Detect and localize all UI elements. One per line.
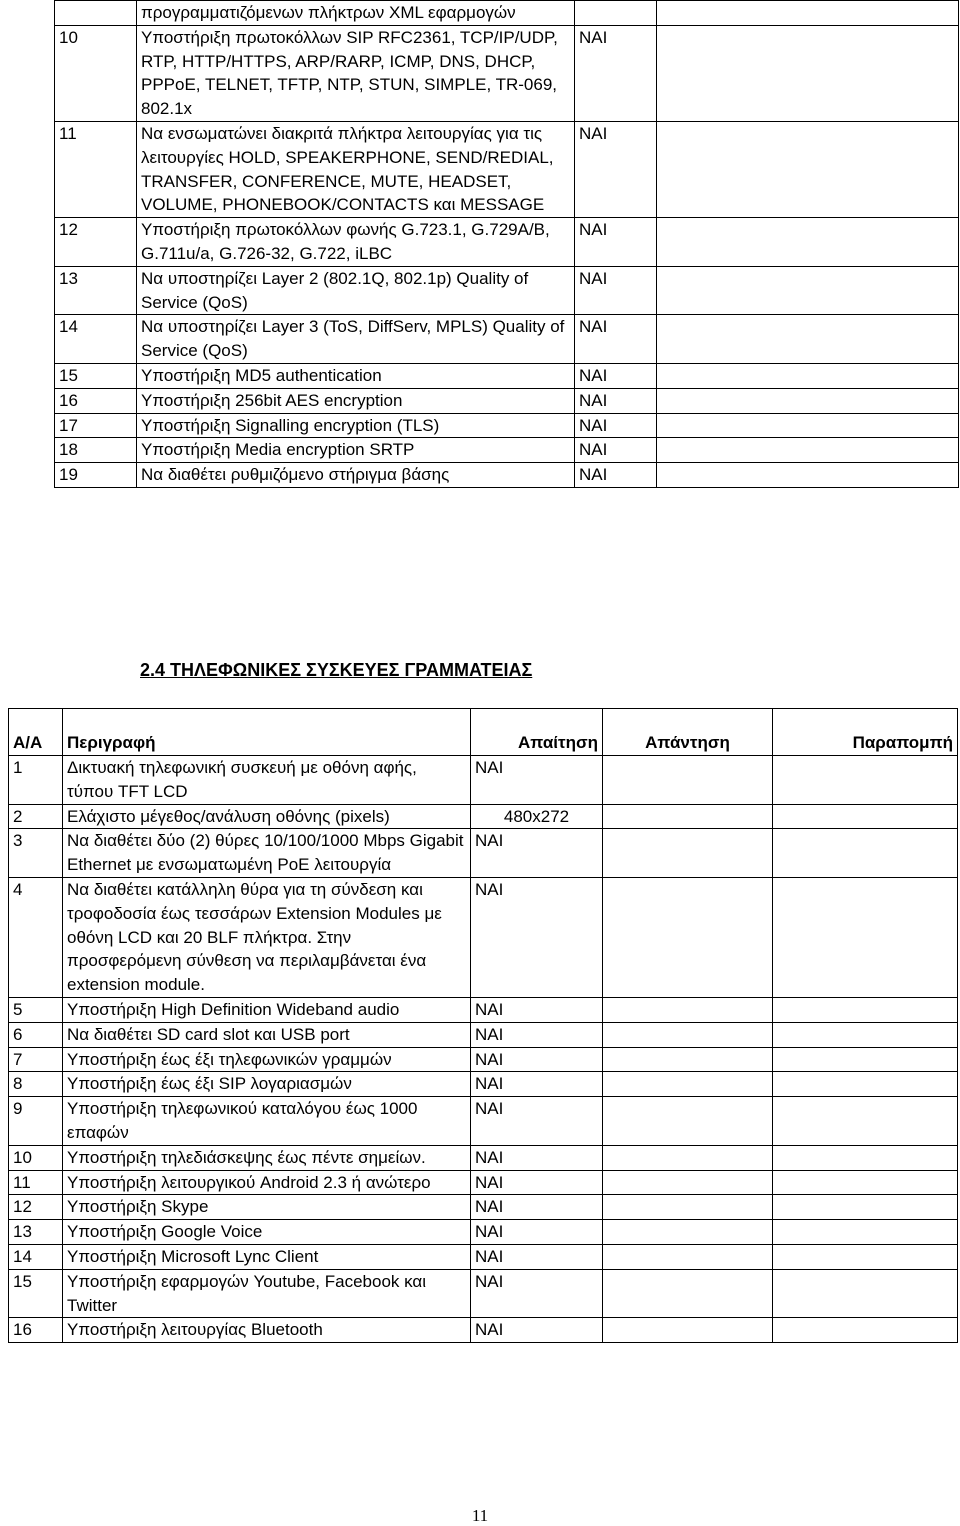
table-row: [55, 463, 959, 488]
table-row: [9, 756, 958, 805]
row-number: 9: [9, 1097, 63, 1146]
header-answer: Απάντηση: [603, 709, 773, 756]
row-requirement: 480x272: [471, 804, 603, 829]
row-extra: [657, 413, 959, 438]
row-description: Υποστήριξη Skype: [63, 1195, 471, 1220]
row-answer: [603, 1072, 773, 1097]
row-number: 18: [55, 438, 137, 463]
row-number: 4: [9, 877, 63, 997]
row-description: Υποστήριξη τηλεδιάσκεψης έως πέντε σημείων.: [63, 1145, 471, 1170]
table-row: [9, 877, 958, 997]
row-answer: ΝΑΙ: [575, 438, 657, 463]
row-description: Να διαθέτει δύο (2) θύρες 10/100/1000 Mbps Gigabit Ethernet με ενσωματωμένη PoE λειτουργία: [63, 829, 471, 878]
row-description: προγραμματιζόμενων πλήκτρων XML εφαρμογών: [137, 1, 575, 26]
row-reference: [773, 1145, 958, 1170]
row-number: 10: [55, 25, 137, 121]
table-row: [55, 388, 959, 413]
row-extra: [657, 363, 959, 388]
row-number: 19: [55, 463, 137, 488]
row-number: 2: [9, 804, 63, 829]
row-requirement: ΝΑΙ: [471, 1269, 603, 1318]
row-description: Υποστήριξη πρωτοκόλλων SIP RFC2361, TCP/IP/UDP, RTP, HTTP/HTTPS, ARP/RARP, ICMP, DNS, DHCP, PPPoE, TELNET, TFTP, NTP, STUN, SIMPLE, TR-069, 802.1x: [137, 25, 575, 121]
row-description: Υποστήριξη 256bit AES encryption: [137, 388, 575, 413]
row-number: 1: [9, 756, 63, 805]
header-requirement: Απαίτηση: [471, 709, 603, 756]
table-row: [55, 25, 959, 121]
row-description: Ελάχιστο μέγεθος/ανάλυση οθόνης (pixels): [63, 804, 471, 829]
row-answer: [603, 1047, 773, 1072]
row-answer: ΝΑΙ: [575, 388, 657, 413]
row-requirement: ΝΑΙ: [471, 829, 603, 878]
row-number: 11: [55, 121, 137, 217]
row-description: Υποστήριξη Microsoft Lync Client: [63, 1244, 471, 1269]
row-reference: [773, 877, 958, 997]
row-answer: ΝΑΙ: [575, 218, 657, 267]
row-answer: [603, 1022, 773, 1047]
row-number: 12: [9, 1195, 63, 1220]
row-requirement: ΝΑΙ: [471, 997, 603, 1022]
row-answer: ΝΑΙ: [575, 413, 657, 438]
row-description: Υποστήριξη MD5 authentication: [137, 363, 575, 388]
row-description: Να διαθέτει ρυθμιζόμενο στήριγμα βάσης: [137, 463, 575, 488]
row-requirement: ΝΑΙ: [471, 1145, 603, 1170]
row-extra: [657, 1, 959, 26]
page-number: 11: [471, 1506, 489, 1525]
row-extra: [657, 438, 959, 463]
row-requirement: ΝΑΙ: [471, 1047, 603, 1072]
row-number: 14: [55, 315, 137, 364]
row-requirement: ΝΑΙ: [471, 1072, 603, 1097]
row-answer: [603, 1244, 773, 1269]
row-number: 5: [9, 997, 63, 1022]
row-description: Υποστήριξη Signalling encryption (TLS): [137, 413, 575, 438]
row-reference: [773, 756, 958, 805]
row-reference: [773, 1072, 958, 1097]
table-row: [55, 315, 959, 364]
table-row: [9, 1220, 958, 1245]
row-description: Να διαθέτει κατάλληλη θύρα για τη σύνδεση και τροφοδοσία έως τεσσάρων Extension Modules με οθόνη LCD και 20 BLF πλήκτρα. Στην προσφερόμενη σύνθεση να περιλαμβάνεται ένα extension module.: [63, 877, 471, 997]
section-title: 2.4 ΤΗΛΕΦΩΝΙΚΕΣ ΣΥΣΚΕΥΕΣ ΓΡΑΜΜΑΤΕΙΑΣ: [140, 660, 533, 680]
row-reference: [773, 1244, 958, 1269]
row-description: Υποστήριξη λειτουργικού Android 2.3 ή ανώτερο: [63, 1170, 471, 1195]
row-description: Να υποστηρίζει Layer 3 (ToS, DiffServ, MPLS) Quality of Service (QoS): [137, 315, 575, 364]
table-row: [9, 1195, 958, 1220]
row-reference: [773, 1195, 958, 1220]
table-row: [9, 1244, 958, 1269]
row-number: 3: [9, 829, 63, 878]
row-answer: ΝΑΙ: [575, 121, 657, 217]
row-extra: [657, 218, 959, 267]
table-row: [9, 1072, 958, 1097]
row-number: 16: [9, 1318, 63, 1343]
row-requirement: ΝΑΙ: [471, 756, 603, 805]
row-description: Δικτυακή τηλεφωνική συσκευή με οθόνη αφής, τύπου TFT LCD: [63, 756, 471, 805]
table-header-row: [9, 709, 958, 756]
table-row: [55, 363, 959, 388]
header-description: Περιγραφή: [63, 709, 471, 756]
row-extra: [657, 25, 959, 121]
row-extra: [657, 315, 959, 364]
row-answer: [603, 877, 773, 997]
row-requirement: ΝΑΙ: [471, 1244, 603, 1269]
row-description: Υποστήριξη Google Voice: [63, 1220, 471, 1245]
row-number: 15: [55, 363, 137, 388]
row-requirement: ΝΑΙ: [471, 1022, 603, 1047]
row-extra: [657, 463, 959, 488]
table-row: [55, 438, 959, 463]
row-extra: [657, 388, 959, 413]
table-row: [9, 804, 958, 829]
table-row: [9, 1170, 958, 1195]
row-number: 14: [9, 1244, 63, 1269]
header-reference: Παραπομπή: [773, 709, 958, 756]
row-answer: [603, 1170, 773, 1195]
row-answer: [603, 756, 773, 805]
row-description: Υποστήριξη εφαρμογών Youtube, Facebook και Twitter: [63, 1269, 471, 1318]
row-number: 10: [9, 1145, 63, 1170]
row-description: Υποστήριξη τηλεφωνικού καταλόγου έως 1000 επαφών: [63, 1097, 471, 1146]
table-row: [9, 997, 958, 1022]
row-answer: [603, 1145, 773, 1170]
row-reference: [773, 1170, 958, 1195]
row-requirement: ΝΑΙ: [471, 1220, 603, 1245]
row-answer: [603, 829, 773, 878]
row-requirement: ΝΑΙ: [471, 877, 603, 997]
row-description: Υποστήριξη πρωτοκόλλων φωνής G.723.1, G.729A/B, G.711u/a, G.726-32, G.722, iLBC: [137, 218, 575, 267]
row-answer: [603, 1318, 773, 1343]
row-number: 7: [9, 1047, 63, 1072]
row-requirement: ΝΑΙ: [471, 1318, 603, 1343]
table-row: [9, 1269, 958, 1318]
row-number: 13: [55, 266, 137, 315]
row-number: [55, 1, 137, 26]
row-description: Να ενσωματώνει διακριτά πλήκτρα λειτουργίας για τις λειτουργίες HOLD, SPEAKERPHONE, SEND/REDIAL, TRANSFER, CONFERENCE, MUTE, HEADSET, VOLUME, PHONEBOOK/CONTACTS και MESSAGE: [137, 121, 575, 217]
row-answer: ΝΑΙ: [575, 363, 657, 388]
row-reference: [773, 997, 958, 1022]
row-answer: [603, 1220, 773, 1245]
row-number: 17: [55, 413, 137, 438]
row-answer: ΝΑΙ: [575, 463, 657, 488]
row-description: Υποστήριξη High Definition Wideband audio: [63, 997, 471, 1022]
row-reference: [773, 829, 958, 878]
row-answer: ΝΑΙ: [575, 315, 657, 364]
table-row: [9, 1145, 958, 1170]
row-description: Να υποστηρίζει Layer 2 (802.1Q, 802.1p) Quality of Service (QoS): [137, 266, 575, 315]
row-description: Υποστήριξη έως έξι SIP λογαριασμών: [63, 1072, 471, 1097]
row-reference: [773, 1318, 958, 1343]
row-answer: [603, 804, 773, 829]
table-row: [55, 266, 959, 315]
row-description: Υποστήριξη λειτουργίας Bluetooth: [63, 1318, 471, 1343]
table-row: [55, 413, 959, 438]
row-reference: [773, 1022, 958, 1047]
table-row: [55, 121, 959, 217]
row-reference: [773, 1047, 958, 1072]
row-number: 15: [9, 1269, 63, 1318]
table-row: [9, 1318, 958, 1343]
row-answer: ΝΑΙ: [575, 266, 657, 315]
row-number: 11: [9, 1170, 63, 1195]
table-row: [9, 1097, 958, 1146]
row-number: 6: [9, 1022, 63, 1047]
row-number: 12: [55, 218, 137, 267]
row-extra: [657, 121, 959, 217]
row-reference: [773, 804, 958, 829]
row-requirement: ΝΑΙ: [471, 1097, 603, 1146]
header-num: Α/Α: [9, 709, 63, 756]
requirements-table-continued: [54, 0, 959, 488]
row-answer: [575, 1, 657, 26]
row-extra: [657, 266, 959, 315]
row-answer: [603, 1269, 773, 1318]
row-description: Να διαθέτει SD card slot και USB port: [63, 1022, 471, 1047]
row-answer: [603, 1097, 773, 1146]
row-number: 13: [9, 1220, 63, 1245]
row-answer: [603, 1195, 773, 1220]
row-reference: [773, 1220, 958, 1245]
row-requirement: ΝΑΙ: [471, 1170, 603, 1195]
secretary-phones-table: [8, 708, 958, 1343]
table-row: [55, 1, 959, 26]
row-number: 16: [55, 388, 137, 413]
row-reference: [773, 1097, 958, 1146]
row-answer: [603, 997, 773, 1022]
table-row: [9, 1022, 958, 1047]
table-row: [9, 829, 958, 878]
row-description: Υποστήριξη Media encryption SRTP: [137, 438, 575, 463]
row-answer: ΝΑΙ: [575, 25, 657, 121]
row-description: Υποστήριξη έως έξι τηλεφωνικών γραμμών: [63, 1047, 471, 1072]
row-number: 8: [9, 1072, 63, 1097]
table-row: [9, 1047, 958, 1072]
row-requirement: ΝΑΙ: [471, 1195, 603, 1220]
table-row: [55, 218, 959, 267]
row-reference: [773, 1269, 958, 1318]
